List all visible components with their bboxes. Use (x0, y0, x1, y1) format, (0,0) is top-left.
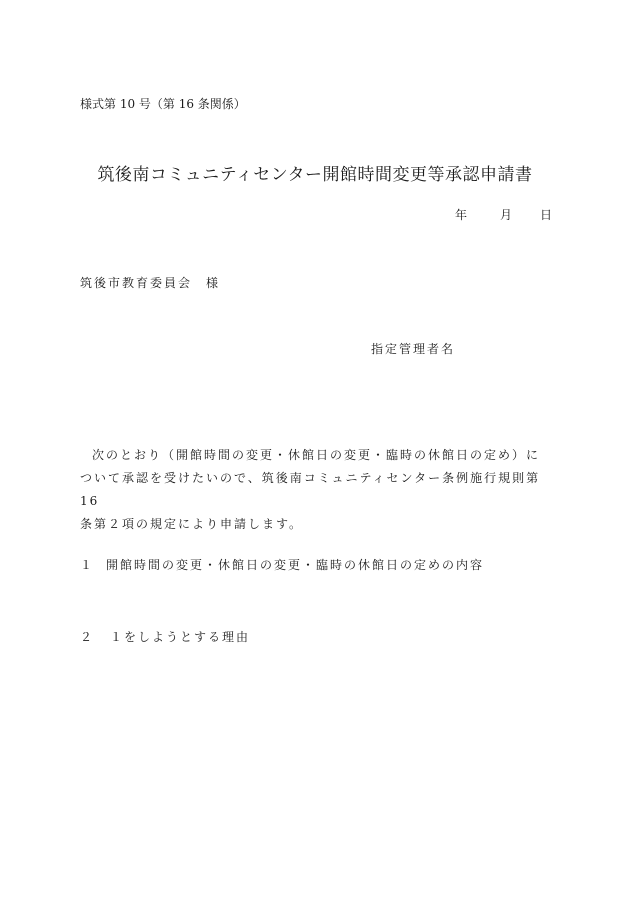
item-1-number: １ (80, 558, 95, 572)
date-month-label: 月 (500, 208, 513, 222)
application-body (80, 444, 550, 536)
item-2-text: １をしようとする理由 (110, 630, 251, 644)
item-2 (80, 628, 250, 645)
date-year-label: 年 (455, 208, 468, 222)
item-2-number: ２ (80, 630, 95, 644)
form-number: 様式第 10 号（第 16 条関係） (80, 97, 246, 111)
body-line-2: ついて承認を受けたいので、筑後南コミュニティセンター条例施行規則第 16 (80, 471, 541, 508)
item-1 (80, 556, 484, 573)
manager-name-label: 指定管理者名 (371, 342, 456, 356)
recipient: 筑後市教育委員会 様 (80, 276, 221, 290)
body-line-1: 次のとおり（開館時間の変更・休館日の変更・臨時の休館日の定め）に (92, 448, 541, 462)
date-day-label: 日 (540, 208, 553, 222)
form-title: 筑後南コミュニティセンター開館時間変更等承認申請書 (97, 165, 533, 185)
item-1-text: 開館時間の変更・休館日の変更・臨時の休館日の定めの内容 (106, 558, 485, 572)
body-line-3: 条第２項の規定により申請します。 (80, 517, 304, 531)
